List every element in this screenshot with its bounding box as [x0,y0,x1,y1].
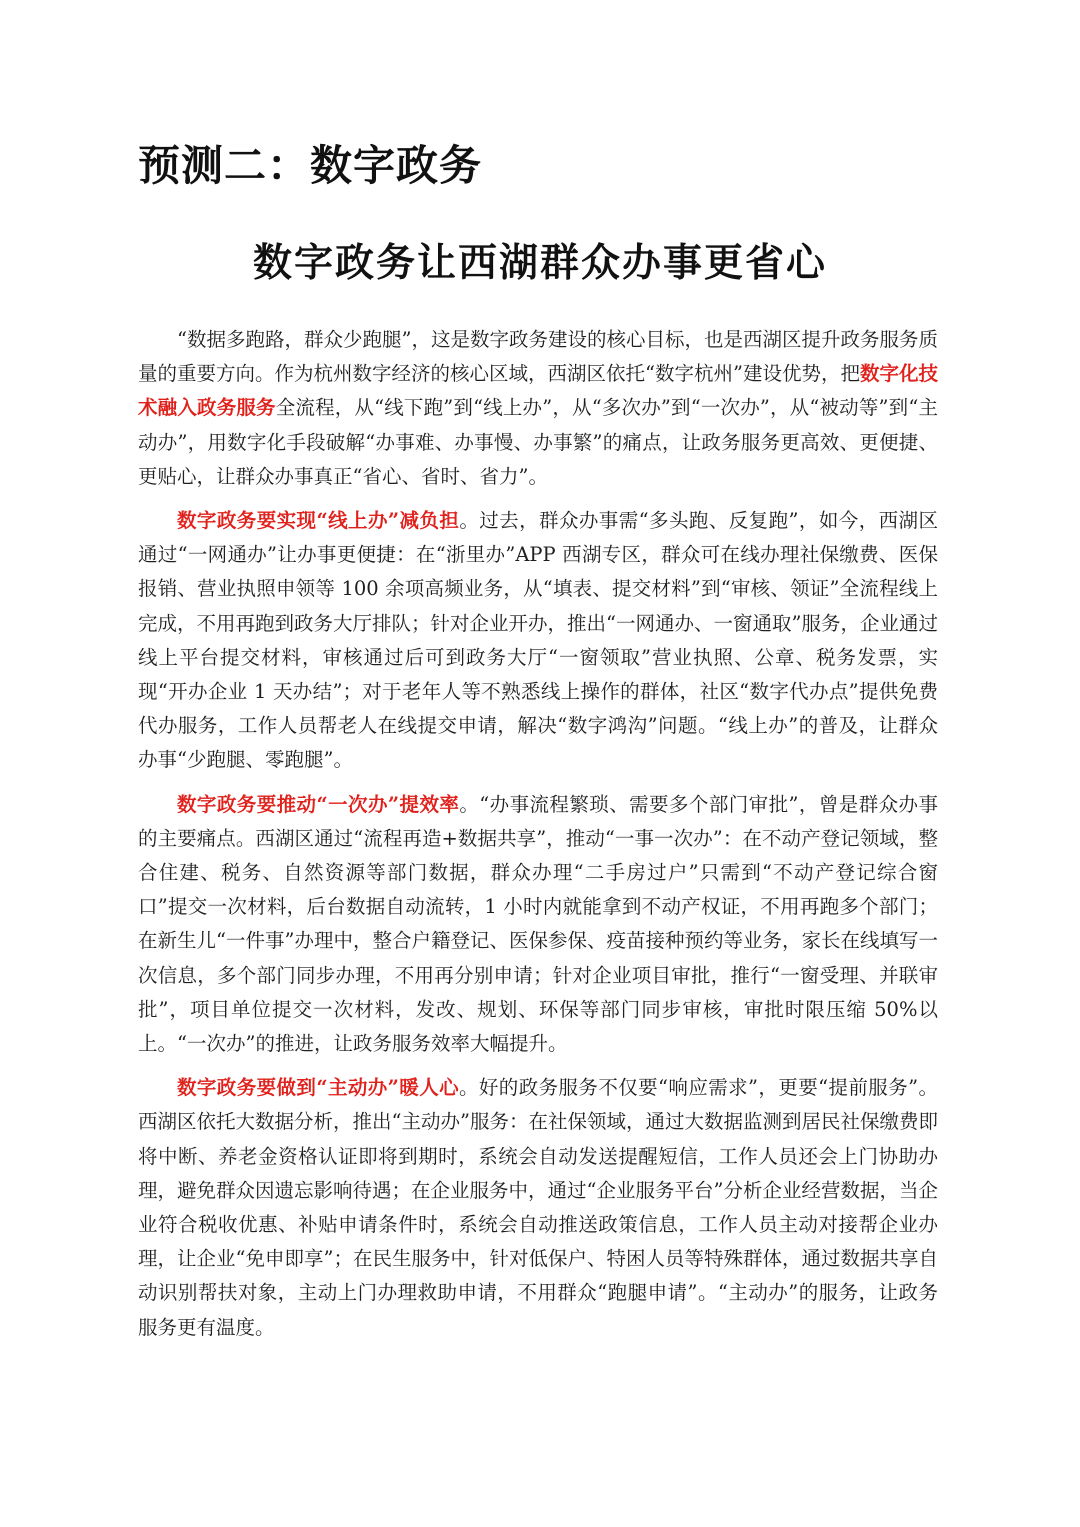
section-heading: 预测二：数字政务 [138,141,483,190]
paragraph-one-time-service [138,788,938,1062]
paragraph-lead-heading: 数字政务要实现“线上办”减负担 [177,509,460,533]
paragraph-intro [138,323,938,494]
article-body [138,323,938,1355]
paragraph-text: 全流程，从“线下跑”到“线上办”，从“多次办”到“一次办”，从“被动等”到“主动办”，用数字化手段破解“办事难、办事慢、办事繁”的痛点，让政务服务更高效、更便捷、更贴心，让群众办事真正“省心、省时、省力”。 [138,396,938,488]
article-title: 数字政务让西湖群众办事更省心 [252,241,827,286]
paragraph-lead-heading: 数字政务要做到“主动办”暖人心 [177,1076,459,1100]
highlighted-phrase: 数字化技术融入政务服务 [138,362,938,420]
paragraph-text: 。过去，群众办事需“多头跑、反复跑”，如今，西湖区通过“一网通办”让办事更便捷：在“浙里办”APP 西湖专区，群众可在线办理社保缴费、医保报销、营业执照申领等 100 余项高频业务，从“填表、提交材料”到“审核、领证”全流程线上完成，不用再跑到政务大厅排队；针对企业开办，推出“一网通办、一窗通取”服务，企业通过线上平台提交材料，审核通过后可到政务大厅“一窗领取”营业执照、公章、税务发票，实现“开办企业 1 天办结”；对于老年人等不熟悉线上操作的群体，社区“数字代办点”提供免费代办服务，工作人员帮老人在线提交申请，解决“数字鸿沟”问题。“线上办”的普及，让群众办事“少跑腿、零跑腿”。 [138,509,938,772]
paragraph-proactive-service [138,1071,938,1345]
paragraph-text: 。好的政务服务不仅要“响应需求”，更要“提前服务”。西湖区依托大数据分析，推出“主动办”服务：在社保领域，通过大数据监测到居民社保缴费即将中断、养老金资格认证即将到期时，系统会自动发送提醒短信，工作人员还会上门协助办理，避免群众因遗忘影响待遇；在企业服务中，通过“企业服务平台”分析企业经营数据，当企业符合税收优惠、补贴申请条件时，系统会自动推送政策信息，工作人员主动对接帮企业办理，让企业“免申即享”；在民生服务中，针对低保户、特困人员等特殊群体，通过数据共享自动识别帮扶对象，主动上门办理救助申请，不用群众“跑腿申请”。“主动办”的服务，让政务服务更有温度。 [138,1076,938,1339]
paragraph-lead-heading: 数字政务要推动“一次办”提效率 [177,792,460,816]
paragraph-text: 。“办事流程繁琐、需要多个部门审批”，曾是群众办事的主要痛点。西湖区通过“流程再造+数据共享”，推动“一事一次办”：在不动产登记领域，整合住建、税务、自然资源等部门数据，群众办理“二手房过户”只需到“不动产登记综合窗口”提交一次材料，后台数据自动流转，1 小时内就能拿到不动产权证，不用再跑多个部门；在新生儿“一件事”办理中，整合户籍登记、医保参保、疫苗接种预约等业务，家长在线填写一次信息，多个部门同步办理，不用再分别申请；针对企业项目审批，推行“一窗受理、并联审批”，项目单位提交一次材料，发改、规划、环保等部门同步审核，审批时限压缩 50%以上。“一次办”的推进，让政务服务效率大幅提升。 [138,792,938,1056]
paragraph-text: “数据多跑路，群众少跑腿”，这是数字政务建设的核心目标，也是西湖区提升政务服务质量的重要方向。作为杭州数字经济的核心区域，西湖区依托“数字杭州”建设优势，把 [138,328,938,386]
paragraph-online-service [138,504,938,778]
